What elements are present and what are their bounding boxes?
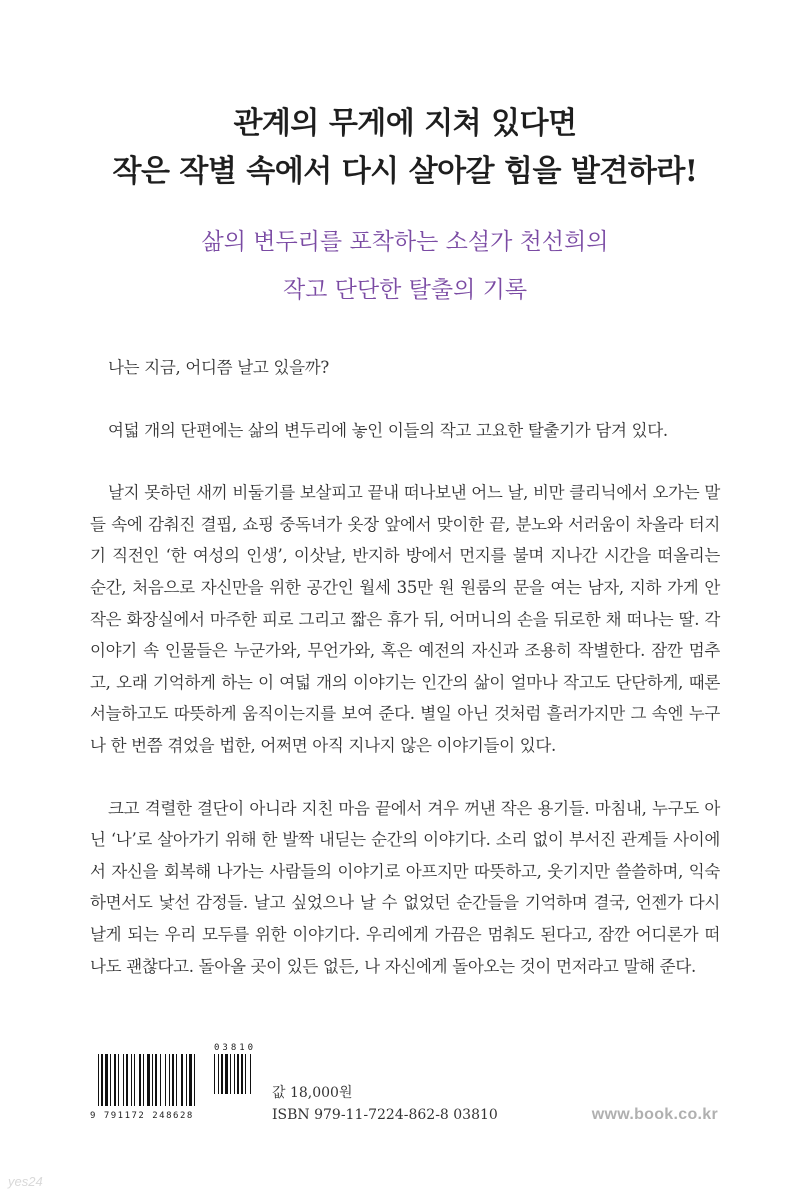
barcode-addon-bar: [221, 1054, 223, 1094]
barcode-bar: [114, 1054, 116, 1106]
subheadline: [0, 218, 810, 314]
barcode-digits: 9 791172 248628: [90, 1111, 194, 1120]
barcode-bar: [131, 1054, 132, 1106]
paragraph-question: 나는 지금, 어디쯤 날고 있을까?: [108, 358, 329, 377]
synopsis: [90, 352, 720, 982]
headline: [0, 100, 810, 196]
barcode-graphic: [88, 1040, 268, 1120]
paragraph-intro: 여덟 개의 단편에는 삶의 변두리에 놓인 이들의 작고 고요한 탈출기가 담겨 있다.: [108, 420, 668, 440]
barcode-bar: [105, 1054, 108, 1106]
watermark: yes24: [8, 1174, 43, 1189]
barcode-bar: [176, 1054, 177, 1106]
headline-line-2: 작은 작별 속에서 다시 살아갈 힘을 발견하라!: [112, 154, 698, 189]
headline-line-1: 관계의 무게에 지쳐 있다면: [233, 106, 577, 141]
paragraph-closing: 크고 격렬한 결단이 아니라 지친 마음 끝에서 겨우 꺼낸 작은 용기들. 마침내, 누구도 아닌 ‘나’로 살아가기 위해 한 발짝 내딛는 순간의 이야기다. 소리 없이 부서진 관계들 사이에서 자신을 회복해 나가는 사람들의 이야기로 아프지만 따뜻하고, 웃기지만 쓸쓸하며, 익숙하면서도 낯선 감정들. 날고 싶었으나 날 수 없었던 순간들을 기억하며 결국, 언젠가 다시 날게 되는 우리 모두를 위한 이야기다. 우리에게 가끔은 멈춰도 된다고, 잠깐 어디론가 떠나도 괜찮다고. 돌아올 곳이 있든 없든, 나 자신에게 돌아오는 것이 먼저라고 말해 준다.: [90, 798, 720, 976]
barcode-bar: [155, 1054, 157, 1106]
barcode-bar: [160, 1054, 161, 1106]
paragraph-stories: 날지 못하던 새끼 비둘기를 보살피고 끝내 떠나보낸 어느 날, 비만 클리닉에서 오가는 말들 속에 감춰진 결핍, 쇼핑 중독녀가 옷장 앞에서 맞이한 끝, 분노와 서러움이 차올라 터지기 직전인 ‘한 여성의 인생’, 이삿날, 반지하 방에서 먼지를 불며 지나간 시간을 떠올리는 순간, 처음으로 자신만을 위한 공간인 월세 35만 원 원룸의 문을 여는 남자, 지하 가게 안 작은 화장실에서 마주한 피로 그리고 짧은 휴가 뒤, 어머니의 손을 뒤로한 채 떠나는 딸. 각 이야기 속 인물들은 누군가와, 무언가와, 혹은 예전의 자신과 조용히 작별한다. 잠깐 멈추고, 오래 기억하게 하는 이 여덟 개의 이야기는 인간의 삶이 얼마나 작고도 단단하게, 때론 서늘하고도 따뜻하게 움직이는지를 보여 준다. 별일 아닌 것처럼 흘러가지만 그 속엔 누구나 한 번쯤 겪었을 법한, 어쩌면 아직 지나지 않은 이야기들이 있다.: [90, 483, 720, 755]
barcode: [88, 1040, 268, 1120]
barcode-bar: [101, 1054, 103, 1106]
barcode-bar: [110, 1054, 111, 1106]
subheadline-line-1: 삶의 변두리를 포착하는 소설가 천선희의: [201, 229, 609, 255]
barcode-addon-bar: [218, 1054, 219, 1094]
barcode-addon-bar: [225, 1054, 228, 1094]
barcode-bar: [139, 1054, 141, 1106]
barcode-bar: [172, 1054, 174, 1106]
barcode-bar: [169, 1054, 170, 1106]
barcode-bar: [126, 1054, 128, 1106]
barcode-bar: [147, 1054, 150, 1106]
barcode-addon-bar: [214, 1054, 215, 1094]
barcode-addon: 03810: [214, 1043, 257, 1053]
barcode-addon-bar: [230, 1054, 231, 1094]
barcode-bar: [165, 1054, 166, 1106]
barcode-bar: [186, 1054, 187, 1106]
website: www.book.co.kr: [591, 1106, 718, 1123]
subheadline-line-2: 작고 단단한 탈출의 기록: [282, 277, 528, 303]
barcode-addon-bar: [245, 1054, 246, 1094]
barcode-bar: [181, 1054, 183, 1106]
isbn: ISBN 979-11-7224-862-8 03810: [272, 1107, 498, 1123]
barcode-bar: [189, 1054, 192, 1106]
barcode-bar: [123, 1054, 124, 1106]
barcode-bar: [134, 1054, 135, 1106]
barcode-addon-bar: [237, 1054, 239, 1094]
barcode-bar: [98, 1054, 99, 1106]
barcode-addon-bar: [241, 1054, 243, 1094]
barcode-bar: [194, 1054, 195, 1106]
barcode-bar: [152, 1054, 153, 1106]
price: 값 18,000원: [272, 1085, 353, 1101]
barcode-addon-bar: [250, 1054, 251, 1094]
barcode-bar: [143, 1054, 144, 1106]
barcode-addon-bar: [234, 1054, 235, 1094]
barcode-bar: [118, 1054, 119, 1106]
